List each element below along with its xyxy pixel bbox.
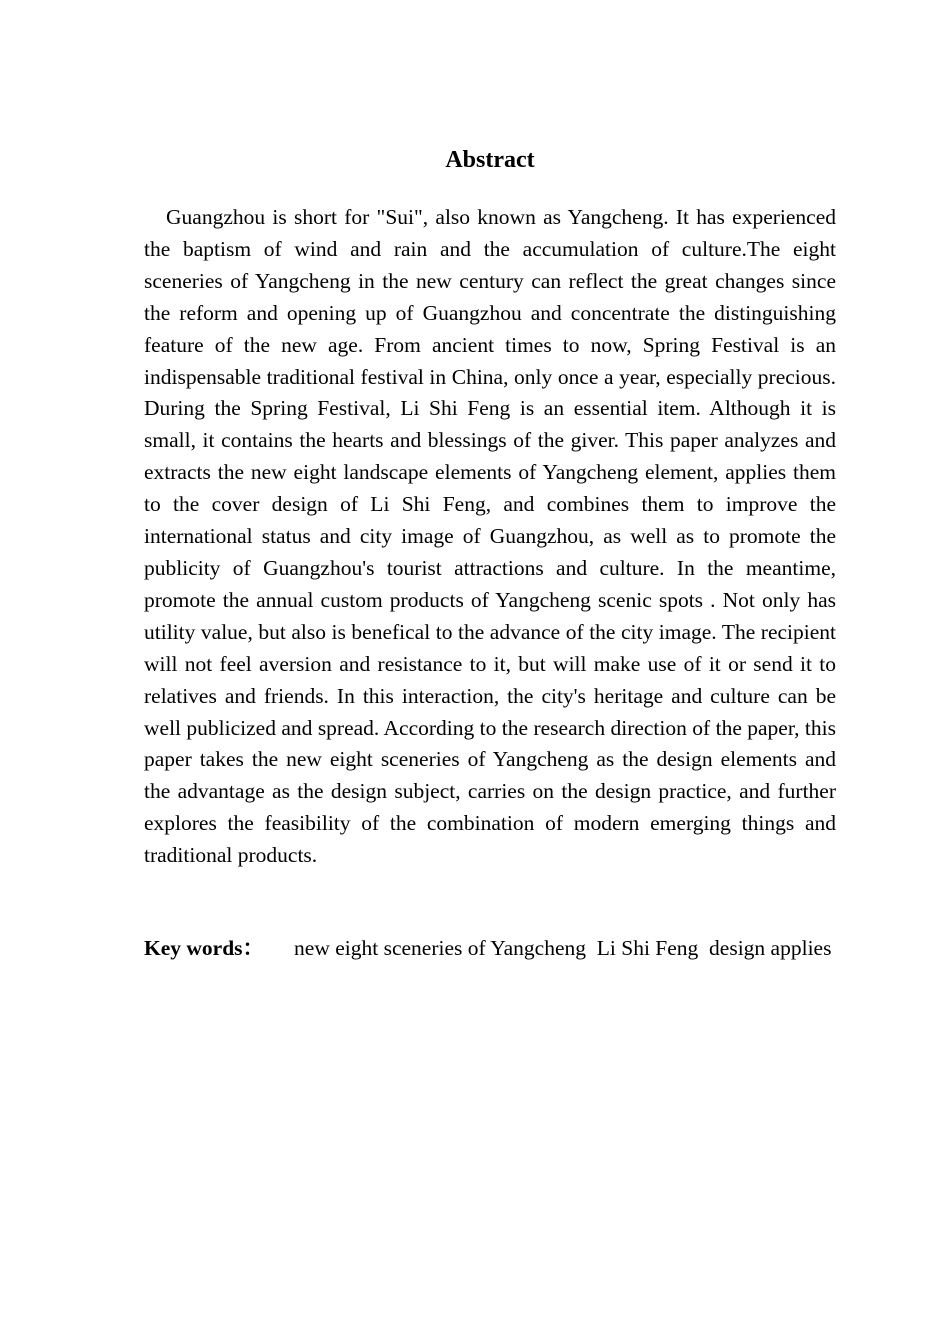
keywords-text: new eight sceneries of Yangcheng Li Shi Feng design applies [294,936,832,960]
abstract-heading: Abstract [445,147,535,173]
keywords-label: Key words： [144,936,265,960]
keywords-line [144,935,836,962]
abstract-body: Guangzhou is short for "Sui", also known as Yangcheng. It has experienced the baptism of wind and rain and the accumulation of culture.The eight sceneries of Yangcheng in the new century can reflect the great changes since the reform and opening up of Guangzhou and concentrate the distinguishing feature of the new age. From ancient times to now, Spring Festival is an indispensable traditional festival in China, only once a year, especially precious. During the Spring Festival, Li Shi Feng is an essential item. Although it is small, it contains the hearts and blessings of the giver. This paper analyzes and extracts the new eight landscape elements of Yangcheng element, applies them to the cover design of Li Shi Feng, and combines them to improve the international status and city image of Guangzhou, as well as to promote the publicity of Guangzhou's tourist attractions and culture. In the meantime, promote the annual custom products of Yangcheng scenic spots . Not only has utility value, but also is benefical to the advance of the city image. The recipient will not feel aversion and resistance to it, but will make use of it or send it to relatives and friends. In this interaction, the city's heritage and culture can be well publicized and spread. According to the research direction of the paper, this paper takes the new eight sceneries of Yangcheng as the design elements and the advantage as the design subject, carries on the design practice, and further explores the feasibility of the combination of modern emerging things and traditional products. [144,205,836,868]
